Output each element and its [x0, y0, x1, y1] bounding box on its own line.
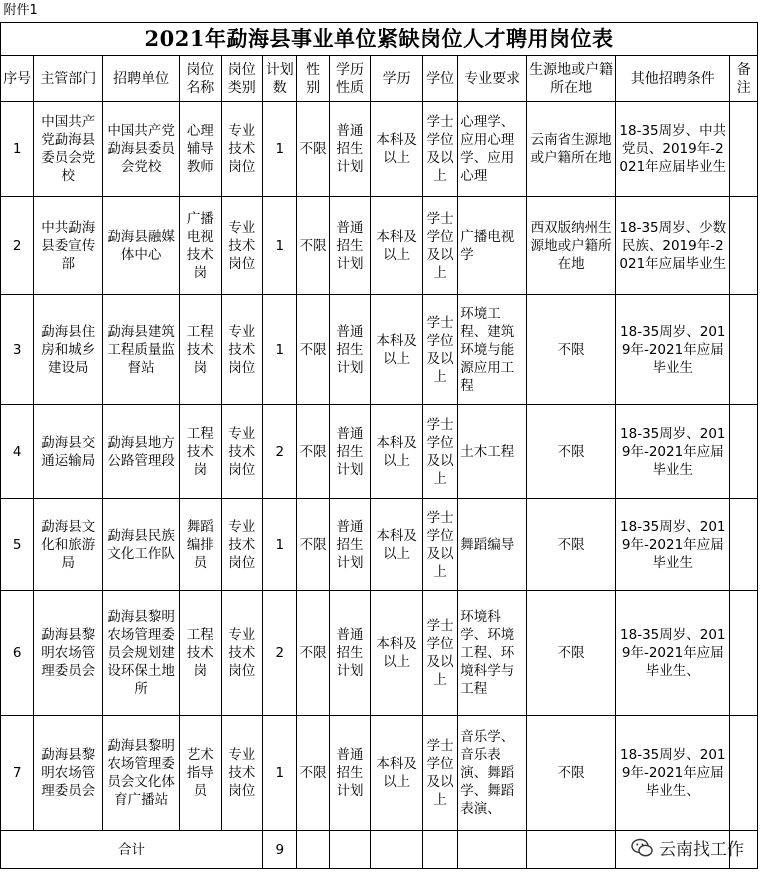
row-index-cell: 5 [1, 499, 34, 591]
employer-cell: 勐海县建筑工程质量监督站 [103, 295, 180, 405]
other-conditions-cell: 18-35周岁、少数民族、2019年-2021年应届毕业生 [616, 197, 730, 295]
watermark [631, 835, 744, 860]
major-cell: 广播电视学 [458, 197, 527, 295]
table-row [1, 102, 758, 197]
row-index-cell: 7 [1, 716, 34, 831]
other-conditions-cell: 18-35周岁、2019年-2021年应届毕业生 [616, 405, 730, 499]
employer-cell: 勐海县地方公路管理段 [103, 405, 180, 499]
position-name-cell: 心理辅导教师 [180, 102, 221, 197]
table-row [1, 591, 758, 716]
department-cell: 勐海县黎明农场管理委员会 [34, 591, 103, 716]
empty-cell [329, 831, 370, 869]
header-cell: 学历 [371, 56, 423, 102]
degree-cell: 学士学位及以上 [422, 591, 457, 716]
gender-cell: 不限 [297, 295, 329, 405]
header-cell: 其他招聘条件 [616, 56, 730, 102]
department-cell: 勐海县住房和城乡建设局 [34, 295, 103, 405]
gender-cell: 不限 [297, 405, 329, 499]
origin-cell: 不限 [527, 295, 616, 405]
remarks-cell [730, 197, 758, 295]
header-cell: 序号 [1, 56, 34, 102]
plan-count-cell: 1 [263, 716, 297, 831]
row-index-cell: 3 [1, 295, 34, 405]
major-cell: 环境科学、环境工程、环境科学与工程 [458, 591, 527, 716]
education-cell: 本科及以上 [371, 499, 423, 591]
employer-cell: 勐海县民族文化工作队 [103, 499, 180, 591]
education-cell: 本科及以上 [371, 591, 423, 716]
header-cell: 计划数 [263, 56, 297, 102]
education-cell: 本科及以上 [371, 295, 423, 405]
education-type-cell: 普通招生计划 [329, 499, 370, 591]
total-value: 9 [263, 831, 297, 869]
employer-cell: 勐海县黎明农场管理委员会规划建设环保土地所 [103, 591, 180, 716]
degree-cell: 学士学位及以上 [422, 295, 457, 405]
row-index-cell: 6 [1, 591, 34, 716]
plan-count-cell: 1 [263, 102, 297, 197]
table-row [1, 295, 758, 405]
empty-cell [371, 831, 423, 869]
education-cell: 本科及以上 [371, 716, 423, 831]
education-cell: 本科及以上 [371, 405, 423, 499]
plan-count-cell: 2 [263, 405, 297, 499]
table-row [1, 499, 758, 591]
row-index-cell: 1 [1, 102, 34, 197]
education-type-cell: 普通招生计划 [329, 716, 370, 831]
department-cell: 勐海县黎明农场管理委员会 [34, 716, 103, 831]
gender-cell: 不限 [297, 716, 329, 831]
employer-cell: 中国共产党勐海县委员会党校 [103, 102, 180, 197]
department-cell: 勐海县交通运输局 [34, 405, 103, 499]
header-cell: 岗位类别 [221, 56, 262, 102]
plan-count-cell: 1 [263, 197, 297, 295]
remarks-cell [730, 102, 758, 197]
origin-cell: 不限 [527, 499, 616, 591]
header-cell: 招聘单位 [103, 56, 180, 102]
empty-cell [297, 831, 329, 869]
degree-cell: 学士学位及以上 [422, 197, 457, 295]
degree-cell: 学士学位及以上 [422, 405, 457, 499]
attachment-label: 附件1 [3, 3, 38, 18]
position-type-cell: 专业技术岗位 [221, 295, 262, 405]
position-type-cell: 专业技术岗位 [221, 102, 262, 197]
title-row [1, 23, 758, 56]
gender-cell: 不限 [297, 499, 329, 591]
origin-cell: 云南省生源地或户籍所在地 [527, 102, 616, 197]
position-type-cell: 专业技术岗位 [221, 716, 262, 831]
header-cell: 生源地或户籍所在地 [527, 56, 616, 102]
department-cell: 中共勐海县委宣传部 [34, 197, 103, 295]
remarks-cell [730, 591, 758, 716]
remarks-cell [730, 499, 758, 591]
major-cell: 土木工程 [458, 405, 527, 499]
position-name-cell: 工程技术岗 [180, 295, 221, 405]
row-index-cell: 4 [1, 405, 34, 499]
plan-count-cell: 1 [263, 499, 297, 591]
plan-count-cell: 2 [263, 591, 297, 716]
position-name-cell: 艺术指导员 [180, 716, 221, 831]
header-row [1, 56, 758, 102]
remarks-cell [730, 405, 758, 499]
wechat-icon [631, 838, 653, 858]
education-type-cell: 普通招生计划 [329, 591, 370, 716]
education-type-cell: 普通招生计划 [329, 405, 370, 499]
gender-cell: 不限 [297, 102, 329, 197]
degree-cell: 学士学位及以上 [422, 499, 457, 591]
education-cell: 本科及以上 [371, 197, 423, 295]
header-cell: 主管部门 [34, 56, 103, 102]
header-cell: 备注 [730, 56, 758, 102]
plan-count-cell: 1 [263, 295, 297, 405]
header-cell: 专业要求 [458, 56, 527, 102]
gender-cell: 不限 [297, 197, 329, 295]
header-cell: 学历性质 [329, 56, 370, 102]
header-cell: 性别 [297, 56, 329, 102]
empty-cell [422, 831, 457, 869]
remarks-cell [730, 295, 758, 405]
degree-cell: 学士学位及以上 [422, 102, 457, 197]
position-name-cell: 工程技术岗 [180, 591, 221, 716]
employer-cell: 勐海县黎明农场管理委员会文化体育广播站 [103, 716, 180, 831]
origin-cell: 不限 [527, 716, 616, 831]
position-name-cell: 工程技术岗 [180, 405, 221, 499]
header-cell: 岗位名称 [180, 56, 221, 102]
position-name-cell: 广播电视技术岗 [180, 197, 221, 295]
position-name-cell: 舞蹈编排员 [180, 499, 221, 591]
watermark-text: 云南找工作 [659, 840, 744, 860]
major-cell: 环境工程、建筑环境与能源应用工程 [458, 295, 527, 405]
position-type-cell: 专业技术岗位 [221, 197, 262, 295]
origin-cell: 西双版纳州生源地或户籍所在地 [527, 197, 616, 295]
major-cell: 舞蹈编导 [458, 499, 527, 591]
total-label: 合计 [1, 831, 263, 869]
major-cell: 心理学、应用心理学、应用心理 [458, 102, 527, 197]
row-index-cell: 2 [1, 197, 34, 295]
education-type-cell: 普通招生计划 [329, 197, 370, 295]
gender-cell: 不限 [297, 591, 329, 716]
header-cell: 学位 [422, 56, 457, 102]
degree-cell: 学士学位及以上 [422, 716, 457, 831]
other-conditions-cell: 18-35周岁、2019年-2021年应届毕业生、 [616, 716, 730, 831]
empty-cell [458, 831, 527, 869]
table-row [1, 197, 758, 295]
education-type-cell: 普通招生计划 [329, 295, 370, 405]
employer-cell: 勐海县融媒体中心 [103, 197, 180, 295]
origin-cell: 不限 [527, 405, 616, 499]
origin-cell: 不限 [527, 591, 616, 716]
position-type-cell: 专业技术岗位 [221, 591, 262, 716]
other-conditions-cell: 18-35周岁、2019年-2021年应届毕业生 [616, 499, 730, 591]
major-cell: 音乐学、音乐表演、舞蹈学、舞蹈表演、 [458, 716, 527, 831]
other-conditions-cell: 18-35周岁、中共党员、2019年-2021年应届毕业生 [616, 102, 730, 197]
page-title: 2021年勐海县事业单位紧缺岗位人才聘用岗位表 [1, 23, 758, 56]
table-row [1, 716, 758, 831]
table-row [1, 405, 758, 499]
other-conditions-cell: 18-35周岁、2019年-2021年应届毕业生、 [616, 591, 730, 716]
attachment-row [1, 0, 758, 23]
position-type-cell: 专业技术岗位 [221, 499, 262, 591]
empty-cell [527, 831, 616, 869]
other-conditions-cell: 18-35周岁、2019年-2021年应届毕业生 [616, 295, 730, 405]
position-type-cell: 专业技术岗位 [221, 405, 262, 499]
education-type-cell: 普通招生计划 [329, 102, 370, 197]
education-cell: 本科及以上 [371, 102, 423, 197]
department-cell: 勐海县文化和旅游局 [34, 499, 103, 591]
department-cell: 中国共产党勐海县委员会党校 [34, 102, 103, 197]
remarks-cell [730, 716, 758, 831]
